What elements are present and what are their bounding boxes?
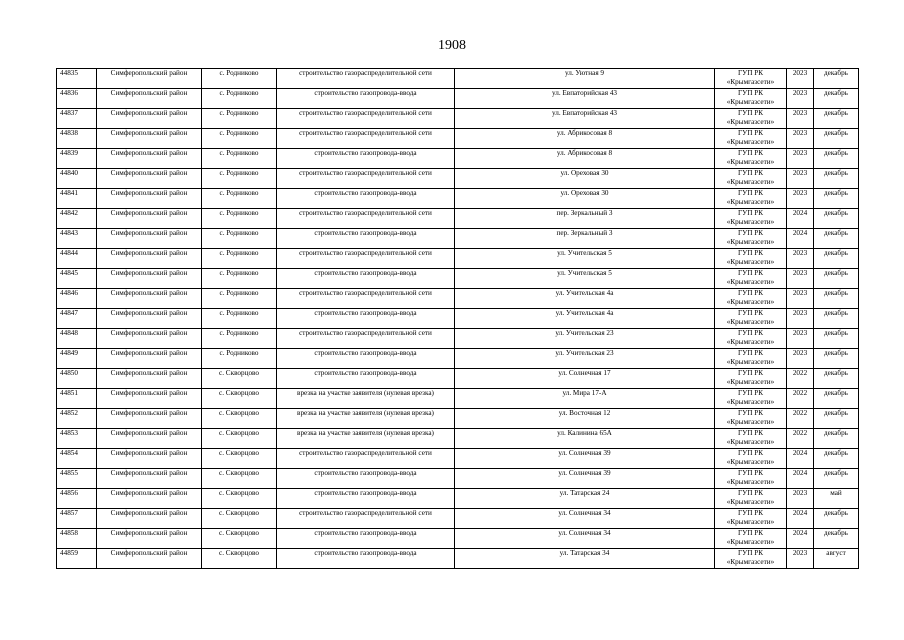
table-row [57,169,859,189]
cell-operator [715,249,787,269]
operator-line-1: ГУП РК [737,449,764,457]
cell-operator [715,109,787,129]
cell-district: Симферопольский район [97,489,202,509]
cell-number: 44838 [57,129,97,149]
cell-settlement: с. Родниково [202,189,277,209]
cell-district: Симферопольский район [97,529,202,549]
operator-line-2: «Крымгазсети» [726,258,775,266]
operator-line-2: «Крымгазсети» [726,298,775,306]
cell-district: Симферопольский район [97,349,202,369]
cell-number: 44856 [57,489,97,509]
cell-year: 2023 [787,489,814,509]
operator-line-2: «Крымгазсети» [726,518,775,526]
cell-month: декабрь [814,409,859,429]
cell-year: 2023 [787,89,814,109]
table-row [57,369,859,389]
operator-line-1: ГУП РК [737,369,764,377]
cell-number: 44853 [57,429,97,449]
operator-line-2: «Крымгазсети» [726,218,775,226]
cell-settlement: с. Родниково [202,289,277,309]
cell-month: декабрь [814,269,859,289]
cell-year: 2024 [787,449,814,469]
table-row [57,529,859,549]
cell-address: пер. Зеркальный 3 [455,209,715,229]
operator-line-2: «Крымгазсети» [726,418,775,426]
table-row [57,549,859,569]
cell-settlement: с. Родниково [202,249,277,269]
operator-line-2: «Крымгазсети» [726,558,775,566]
cell-year: 2023 [787,309,814,329]
cell-address: ул. Учительская 5 [455,269,715,289]
cell-address: пер. Зеркальный 3 [455,229,715,249]
operator-line-2: «Крымгазсети» [726,398,775,406]
cell-number: 44854 [57,449,97,469]
page-number: 1908 [438,38,466,53]
cell-address: ул. Евпаторийская 43 [455,89,715,109]
cell-number: 44852 [57,409,97,429]
cell-settlement: с. Родниково [202,89,277,109]
cell-year: 2022 [787,389,814,409]
operator-line-1: ГУП РК [737,469,764,477]
cell-work-type: строительство газопровода-ввода [277,529,455,549]
cell-month: декабрь [814,189,859,209]
cell-operator [715,549,787,569]
operator-line-1: ГУП РК [737,349,764,357]
cell-address: ул. Солнечная 34 [455,529,715,549]
cell-work-type: строительство газопровода-ввода [277,309,455,329]
cell-year: 2023 [787,269,814,289]
cell-number: 44847 [57,309,97,329]
operator-line-2: «Крымгазсети» [726,538,775,546]
cell-address: ул. Солнечная 39 [455,469,715,489]
table-row [57,449,859,469]
operator-line-2: «Крымгазсети» [726,458,775,466]
operator-line-1: ГУП РК [737,289,764,297]
cell-district: Симферопольский район [97,429,202,449]
cell-district: Симферопольский район [97,209,202,229]
cell-work-type: строительство газопровода-ввода [277,269,455,289]
cell-settlement: с. Родниково [202,309,277,329]
operator-line-2: «Крымгазсети» [726,478,775,486]
table-row [57,129,859,149]
cell-settlement: с. Скворцово [202,369,277,389]
cell-year: 2023 [787,289,814,309]
cell-month: декабрь [814,169,859,189]
operator-line-1: ГУП РК [737,209,764,217]
cell-settlement: с. Родниково [202,349,277,369]
cell-month: декабрь [814,289,859,309]
cell-district: Симферопольский район [97,509,202,529]
cell-operator [715,269,787,289]
operator-line-2: «Крымгазсети» [726,438,775,446]
operator-line-2: «Крымгазсети» [726,238,775,246]
cell-operator [715,189,787,209]
cell-month: декабрь [814,89,859,109]
table-row [57,209,859,229]
cell-settlement: с. Родниково [202,269,277,289]
operator-line-2: «Крымгазсети» [726,198,775,206]
cell-district: Симферопольский район [97,309,202,329]
cell-month: декабрь [814,389,859,409]
cell-month: декабрь [814,469,859,489]
cell-operator [715,309,787,329]
operator-line-2: «Крымгазсети» [726,158,775,166]
table-row [57,189,859,209]
cell-number: 44858 [57,529,97,549]
cell-work-type: строительство газораспределительной сети [277,249,455,269]
cell-operator [715,449,787,469]
cell-settlement: с. Скворцово [202,509,277,529]
cell-work-type: строительство газораспределительной сети [277,509,455,529]
table-row [57,109,859,129]
cell-number: 44855 [57,469,97,489]
cell-settlement: с. Родниково [202,149,277,169]
cell-work-type: врезка на участке заявителя (нулевая врезка) [277,389,455,409]
cell-address: ул. Татарская 34 [455,549,715,569]
operator-line-1: ГУП РК [737,329,764,337]
cell-month: май [814,489,859,509]
table-row [57,469,859,489]
cell-operator [715,409,787,429]
operator-line-1: ГУП РК [737,89,764,97]
cell-work-type: строительство газораспределительной сети [277,169,455,189]
cell-address: ул. Солнечная 17 [455,369,715,389]
operator-line-1: ГУП РК [737,389,764,397]
cell-year: 2022 [787,369,814,389]
cell-address: ул. Учительская 23 [455,349,715,369]
cell-operator [715,149,787,169]
cell-number: 44859 [57,549,97,569]
cell-number: 44850 [57,369,97,389]
operator-line-1: ГУП РК [737,549,764,557]
cell-year: 2023 [787,329,814,349]
cell-year: 2023 [787,149,814,169]
cell-work-type: строительство газораспределительной сети [277,289,455,309]
cell-month: декабрь [814,249,859,269]
operator-line-1: ГУП РК [737,229,764,237]
cell-operator [715,229,787,249]
cell-settlement: с. Скворцово [202,429,277,449]
cell-work-type: строительство газопровода-ввода [277,369,455,389]
operator-line-1: ГУП РК [737,249,764,257]
cell-settlement: с. Родниково [202,69,277,89]
cell-operator [715,169,787,189]
cell-operator [715,209,787,229]
cell-district: Симферопольский район [97,129,202,149]
cell-month: декабрь [814,129,859,149]
cell-month: декабрь [814,309,859,329]
cell-address: ул. Солнечная 34 [455,509,715,529]
cell-address: ул. Абрикосовая 8 [455,149,715,169]
cell-year: 2023 [787,129,814,149]
cell-settlement: с. Родниково [202,129,277,149]
cell-operator [715,469,787,489]
table-row [57,489,859,509]
operator-line-1: ГУП РК [737,169,764,177]
cell-number: 44846 [57,289,97,309]
cell-address: ул. Ореховая 30 [455,169,715,189]
cell-work-type: врезка на участке заявителя (нулевая врезка) [277,409,455,429]
operator-line-1: ГУП РК [737,489,764,497]
cell-district: Симферопольский район [97,389,202,409]
cell-year: 2024 [787,229,814,249]
cell-work-type: строительство газораспределительной сети [277,129,455,149]
operator-line-1: ГУП РК [737,429,764,437]
operator-line-1: ГУП РК [737,69,764,77]
cell-operator [715,509,787,529]
cell-operator [715,529,787,549]
cell-month: декабрь [814,509,859,529]
cell-month: декабрь [814,69,859,89]
cell-number: 44841 [57,189,97,209]
cell-number: 44843 [57,229,97,249]
cell-month: декабрь [814,449,859,469]
cell-address: ул. Учительская 4а [455,289,715,309]
cell-work-type: строительство газопровода-ввода [277,149,455,169]
cell-settlement: с. Скворцово [202,469,277,489]
table-row [57,269,859,289]
cell-district: Симферопольский район [97,549,202,569]
table-row [57,289,859,309]
cell-district: Симферопольский район [97,269,202,289]
cell-year: 2022 [787,409,814,429]
cell-work-type: строительство газопровода-ввода [277,349,455,369]
cell-district: Симферопольский район [97,229,202,249]
cell-settlement: с. Скворцово [202,549,277,569]
cell-year: 2024 [787,529,814,549]
cell-number: 44848 [57,329,97,349]
cell-operator [715,289,787,309]
cell-district: Симферопольский район [97,289,202,309]
cell-work-type: строительство газораспределительной сети [277,69,455,89]
table-row [57,429,859,449]
cell-number: 44845 [57,269,97,289]
cell-month: декабрь [814,529,859,549]
cell-work-type: строительство газораспределительной сети [277,329,455,349]
operator-line-2: «Крымгазсети» [726,378,775,386]
operator-line-2: «Крымгазсети» [726,138,775,146]
table-row [57,309,859,329]
operator-line-2: «Крымгазсети» [726,358,775,366]
cell-district: Симферопольский район [97,329,202,349]
table-row [57,229,859,249]
cell-district: Симферопольский район [97,409,202,429]
cell-operator [715,329,787,349]
operator-line-1: ГУП РК [737,189,764,197]
cell-settlement: с. Скворцово [202,389,277,409]
cell-year: 2023 [787,549,814,569]
cell-settlement: с. Родниково [202,209,277,229]
cell-year: 2024 [787,469,814,489]
cell-address: ул. Уютная 9 [455,69,715,89]
cell-number: 44857 [57,509,97,529]
table-row [57,69,859,89]
cell-operator [715,129,787,149]
operator-line-1: ГУП РК [737,149,764,157]
cell-month: декабрь [814,429,859,449]
cell-settlement: с. Родниково [202,229,277,249]
cell-year: 2023 [787,189,814,209]
cell-district: Симферопольский район [97,189,202,209]
cell-month: декабрь [814,369,859,389]
cell-number: 44849 [57,349,97,369]
table-row [57,389,859,409]
cell-work-type: строительство газораспределительной сети [277,209,455,229]
operator-line-2: «Крымгазсети» [726,118,775,126]
cell-work-type: строительство газопровода-ввода [277,189,455,209]
cell-month: декабрь [814,229,859,249]
cell-address: ул. Татарская 24 [455,489,715,509]
cell-settlement: с. Скворцово [202,449,277,469]
table-row [57,349,859,369]
cell-district: Симферопольский район [97,169,202,189]
cell-month: декабрь [814,109,859,129]
cell-year: 2023 [787,349,814,369]
cell-address: ул. Солнечная 39 [455,449,715,469]
cell-number: 44842 [57,209,97,229]
cell-settlement: с. Скворцово [202,529,277,549]
operator-line-1: ГУП РК [737,109,764,117]
cell-settlement: с. Родниково [202,329,277,349]
cell-operator [715,89,787,109]
cell-address: ул. Учительская 5 [455,249,715,269]
cell-number: 44835 [57,69,97,89]
cell-month: декабрь [814,329,859,349]
table-row [57,149,859,169]
table-row [57,509,859,529]
cell-district: Симферопольский район [97,369,202,389]
cell-number: 44844 [57,249,97,269]
cell-settlement: с. Скворцово [202,489,277,509]
operator-line-1: ГУП РК [737,509,764,517]
table-row [57,329,859,349]
cell-district: Симферопольский район [97,89,202,109]
cell-work-type: строительство газопровода-ввода [277,229,455,249]
cell-year: 2023 [787,69,814,89]
table-row [57,409,859,429]
operator-line-2: «Крымгазсети» [726,78,775,86]
cell-address: ул. Ореховая 30 [455,189,715,209]
cell-address: ул. Восточная 12 [455,409,715,429]
table-row [57,249,859,269]
cell-settlement: с. Скворцово [202,409,277,429]
cell-work-type: строительство газораспределительной сети [277,109,455,129]
cell-year: 2024 [787,209,814,229]
table-row [57,89,859,109]
cell-work-type: врезка на участке заявителя (нулевая врезка) [277,429,455,449]
cell-address: ул. Калинина 65А [455,429,715,449]
cell-operator [715,389,787,409]
cell-operator [715,369,787,389]
operator-line-1: ГУП РК [737,529,764,537]
cell-address: ул. Учительская 23 [455,329,715,349]
cell-number: 44837 [57,109,97,129]
cell-number: 44836 [57,89,97,109]
cell-month: декабрь [814,149,859,169]
operator-line-1: ГУП РК [737,309,764,317]
cell-district: Симферопольский район [97,149,202,169]
cell-number: 44839 [57,149,97,169]
cell-year: 2023 [787,169,814,189]
table-body [57,69,859,569]
cell-settlement: с. Родниково [202,109,277,129]
cell-district: Симферопольский район [97,109,202,129]
operator-line-2: «Крымгазсети» [726,338,775,346]
operator-line-2: «Крымгазсети» [726,278,775,286]
operator-line-1: ГУП РК [737,269,764,277]
cell-district: Симферопольский район [97,69,202,89]
operator-line-2: «Крымгазсети» [726,498,775,506]
cell-work-type: строительство газопровода-ввода [277,469,455,489]
cell-district: Симферопольский район [97,469,202,489]
cell-address: ул. Евпаторийская 43 [455,109,715,129]
cell-year: 2023 [787,109,814,129]
operator-line-2: «Крымгазсети» [726,318,775,326]
cell-address: ул. Учительская 4а [455,309,715,329]
cell-operator [715,69,787,89]
cell-operator [715,429,787,449]
cell-operator [715,489,787,509]
operator-line-2: «Крымгазсети» [726,178,775,186]
gasification-table [56,68,859,569]
cell-work-type: строительство газораспределительной сети [277,449,455,469]
cell-number: 44851 [57,389,97,409]
operator-line-1: ГУП РК [737,129,764,137]
cell-year: 2024 [787,509,814,529]
cell-work-type: строительство газопровода-ввода [277,89,455,109]
cell-work-type: строительство газопровода-ввода [277,549,455,569]
cell-address: ул. Мира 17-А [455,389,715,409]
operator-line-2: «Крымгазсети» [726,98,775,106]
cell-work-type: строительство газопровода-ввода [277,489,455,509]
cell-month: декабрь [814,349,859,369]
cell-month: декабрь [814,209,859,229]
cell-year: 2022 [787,429,814,449]
cell-month: август [814,549,859,569]
cell-settlement: с. Родниково [202,169,277,189]
cell-year: 2023 [787,249,814,269]
operator-line-1: ГУП РК [737,409,764,417]
cell-district: Симферопольский район [97,449,202,469]
cell-operator [715,349,787,369]
cell-district: Симферопольский район [97,249,202,269]
cell-number: 44840 [57,169,97,189]
cell-address: ул. Абрикосовая 8 [455,129,715,149]
